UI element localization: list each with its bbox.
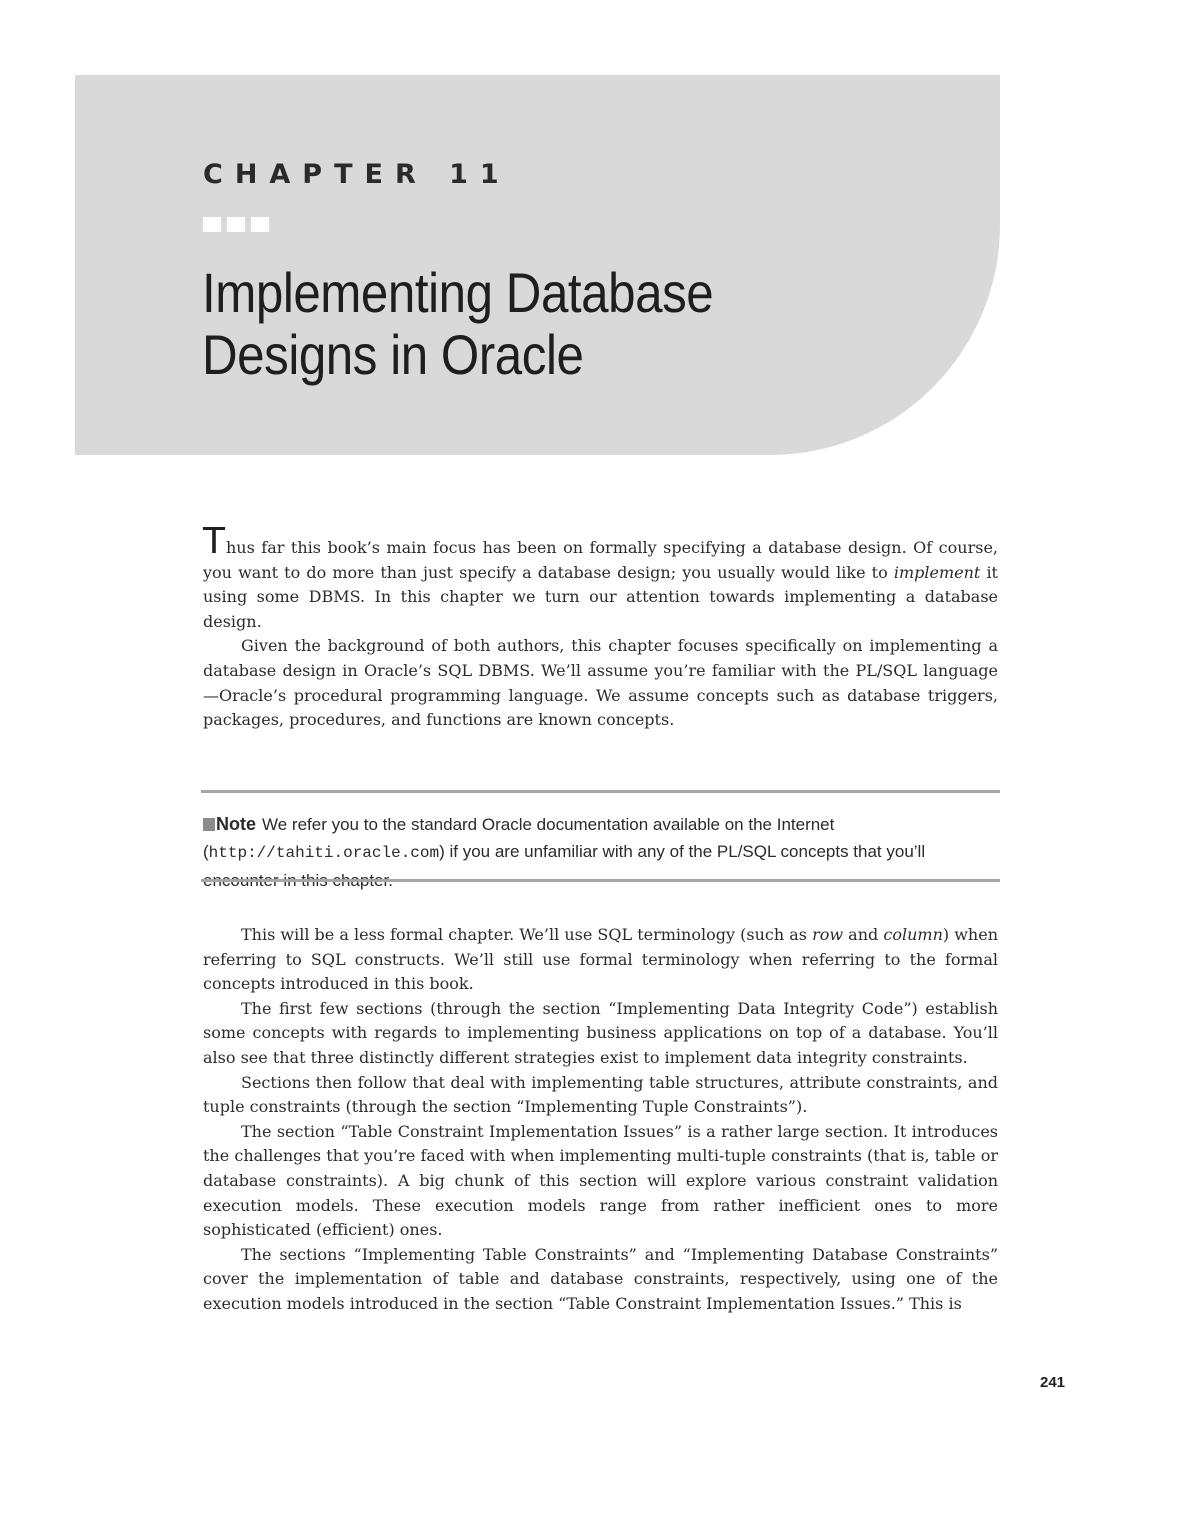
ornament-square — [203, 217, 221, 232]
body-section — [203, 923, 998, 1317]
body-paragraph-1: This will be a less formal chapter. We’ll use SQL terminology (such as row and column) when referring to SQL constructs. We’ll still use formal terminology when referring to the formal concepts introduced in this book. — [203, 925, 998, 994]
ornament-square — [227, 217, 245, 232]
note-url: http://tahiti.oracle.com — [208, 844, 440, 862]
note-top-rule — [201, 790, 1000, 793]
chapter-ornament — [203, 217, 269, 232]
emphasis-implement: implement — [893, 562, 981, 582]
note-text: Note We refer you to the standard Oracle documentation available on the Internet (http://tahiti.oracle.com) if you are unfamiliar with any of the PL/SQL concepts that you’ll — [203, 814, 926, 862]
chapter-label: CHAPTER 11 — [203, 159, 511, 190]
page-number: 241 — [1040, 1374, 1066, 1391]
body-paragraph-3: Sections then follow that deal with implementing table structures, attribute constraints, and tuple constraints (through the section “Implementing Tuple Constraints”). — [203, 1072, 998, 1117]
body-paragraph-4: The section “Table Constraint Implementation Issues” is a rather large section. It introduces the challenges that you’re faced with when implementing multi-tuple constraints (that is, table or database constraints). A big chunk of this section will explore various constraint validation execution models. These execution models range from rather inefficient ones to more sophisticated (efficient) ones. — [203, 1121, 998, 1240]
note-label: Note — [216, 814, 256, 834]
body-paragraph-2: The first few sections (through the section “Implementing Data Integrity Code”) establish some concepts with regards to implementing business applications on top of a database. You’ll also see that three distinctly different strategies exist to implement data integrity constraints. — [203, 998, 998, 1067]
chapter-title — [202, 262, 871, 386]
intro-section — [203, 521, 998, 733]
chapter-title-line2: Designs in Oracle — [202, 323, 584, 386]
dropcap: T — [203, 521, 225, 562]
chapter-title-line1: Implementing Database — [202, 261, 714, 324]
intro-paragraph-1: Thus far this book’s main focus has been on formally specifying a database design. Of course, you want to do more than just specify a database design; you usually would like to implement it using some DBMS. In this chapter we turn our attention towards implementing a database design. — [203, 521, 998, 631]
intro-paragraph-2: Given the background of both authors, this chapter focuses specifically on implementing a database design in Oracle’s SQL DBMS. We’ll assume you’re familiar with the PL/SQL language—Oracle’s procedural programming language. We assume concepts such as database triggers, packages, procedures, and functions are known concepts. — [203, 636, 998, 730]
ornament-square — [251, 217, 269, 232]
note-marker-icon — [203, 818, 215, 831]
note-bottom-rule — [201, 879, 1000, 882]
body-paragraph-5: The sections “Implementing Table Constraints” and “Implementing Database Constraints” cover the implementation of table and database constraints, respectively, using one of the execution models introduced in the section “Table Constraint Implementation Issues.” This is — [203, 1244, 998, 1313]
